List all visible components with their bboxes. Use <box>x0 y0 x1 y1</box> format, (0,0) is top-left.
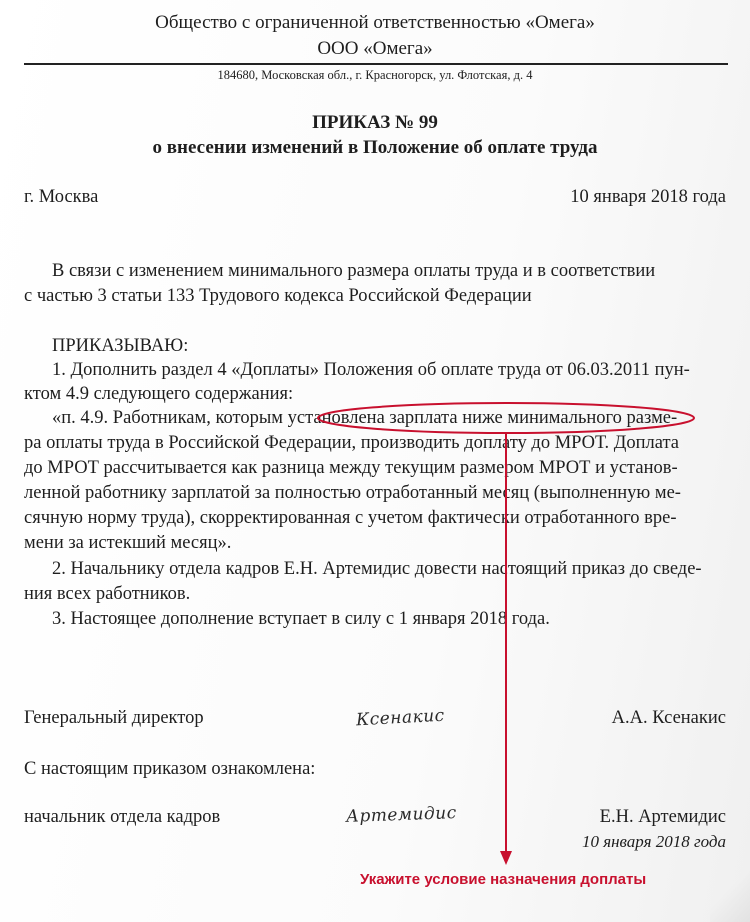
order-word: ПРИКАЗЫВАЮ: <box>52 336 189 356</box>
annotation-label: Укажите условие назначения доплаты <box>360 871 647 888</box>
quote-line: мени за истекший месяц». <box>24 533 232 553</box>
item-3-line: 3. Настоящее дополнение вступает в силу с 1 января 2018 года. <box>52 609 550 629</box>
acknowledged-text: С настоящим приказом ознакомлена: <box>24 759 316 779</box>
hr-date: 10 января 2018 года <box>581 832 726 851</box>
quote-line: ра оплаты труда в Российской Федерации, производить доплату до МРОТ. Доплата <box>24 433 679 453</box>
order-date: 10 января 2018 года <box>570 187 726 207</box>
order-title: ПРИКАЗ № 99 <box>312 112 438 133</box>
hr-name: Е.Н. Артемидис <box>599 807 726 827</box>
order-city: г. Москва <box>24 187 99 207</box>
director-position: Генеральный директор <box>24 708 204 728</box>
company-full-name: Общество с ограниченной ответственностью «Омега» <box>155 12 595 33</box>
highlight-ellipse <box>318 403 694 433</box>
director-name: А.А. Ксенакис <box>611 708 726 728</box>
quote-line: «п. 4.9. Работникам, которым установлена зарплата ниже минимального разме- <box>52 408 678 428</box>
director-signature: Ксенакис <box>355 705 446 731</box>
hr-signature: Артемидис <box>345 803 458 827</box>
annotation-arrow <box>500 433 512 865</box>
preamble-line: с частью 3 статьи 133 Трудового кодекса Российской Федерации <box>24 286 532 306</box>
order-subtitle: о внесении изменений в Положение об оплате труда <box>152 137 598 158</box>
company-short-name: ООО «Омега» <box>317 38 433 59</box>
hr-position: начальник отдела кадров <box>24 807 221 827</box>
quote-line: сячную норму труда), скорректированная с учетом фактически отработанного вре- <box>24 508 677 528</box>
item-2-line: 2. Начальнику отдела кадров Е.Н. Артемидис довести настоящий приказ до сведе- <box>52 559 702 579</box>
quote-line: до МРОТ рассчитывается как разница между текущим размером МРОТ и установ- <box>24 458 678 478</box>
item-2-line: ния всех работников. <box>24 584 191 604</box>
quote-line: ленной работнику зарплатой за полностью отработанный месяц (выполненную ме- <box>24 483 681 503</box>
item-1-line: 1. Дополнить раздел 4 «Доплаты» Положения об оплате труда от 06.03.2011 пун- <box>52 360 690 380</box>
company-address: 184680, Московская обл., г. Красногорск, ул. Флотская, д. 4 <box>217 68 533 82</box>
item-1-line: ктом 4.9 следующего содержания: <box>24 384 294 404</box>
preamble-line: В связи с изменением минимального размера оплаты труда и в соответствии <box>52 261 656 281</box>
